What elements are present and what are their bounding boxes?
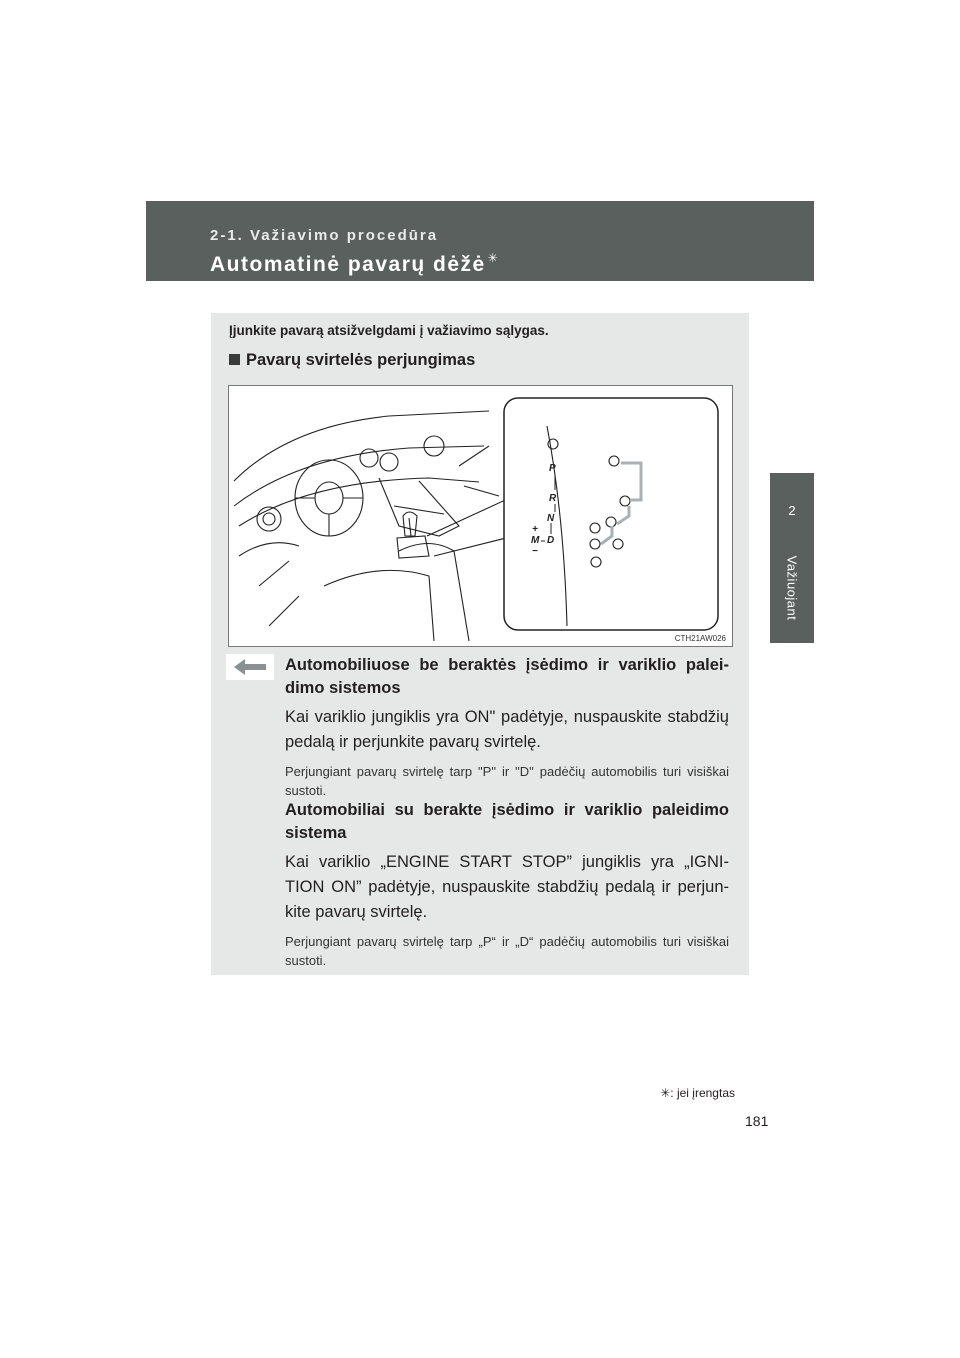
- page-number: 181: [745, 1113, 769, 1129]
- block-note: Perjungiant pavarų svirtelę tarp „P“ ir „D“ padėčių automobilis turi visiškai sustoti.: [285, 934, 729, 968]
- chapter-number: 2: [788, 503, 796, 518]
- page-title: [210, 251, 499, 277]
- subheading-text: Pavarų svirtelės perjungimas: [246, 351, 476, 369]
- block-keyless-off: [285, 654, 729, 800]
- subheading: [229, 351, 475, 370]
- chapter-tab: [770, 473, 814, 643]
- page-title-text: Automatinė pavarų dėžė: [210, 253, 486, 276]
- gear-p-label: P: [549, 463, 556, 474]
- optional-mark: ✳: [487, 251, 500, 265]
- gear-m-label: M: [531, 535, 540, 546]
- footnote: ✳: jei įrengtas: [660, 1086, 735, 1100]
- block-text: Kai variklio „ENGINE START STOP” jungiklis yra „IGNI-TION ON” padėtyje, nuspauskite stabdžių pedalą ir perjun-kite pavarų svirtelę.: [285, 853, 729, 921]
- block-keyless-on: [285, 799, 729, 970]
- block-note: Perjungiant pavarų svirtelę tarp "P" ir "D" padėčių automobilis turi visiškai sustoti.: [285, 764, 729, 798]
- section-header: [146, 201, 814, 281]
- chapter-label: Važiuojant: [784, 555, 800, 621]
- gear-r-label: R: [549, 493, 557, 504]
- block-title: Automobiliuose be beraktės įsėdimo ir variklio palei-dimo sistemos: [285, 656, 729, 697]
- block-title: Automobiliai su berakte įsėdimo ir variklio paleidimo sistema: [285, 801, 729, 842]
- content-panel: [211, 313, 749, 975]
- arrow-left-icon: [226, 654, 274, 680]
- gear-d-label: D: [547, 535, 555, 546]
- gear-plus-label: +: [532, 524, 538, 535]
- chapter-label-wrap: [779, 543, 805, 633]
- illustration-svg: [229, 386, 732, 646]
- gear-n-label: N: [547, 513, 555, 524]
- figure-code: CTH21AW026: [674, 634, 726, 643]
- gear-minus-label: −: [532, 546, 538, 557]
- block-text: Kai variklio jungiklis yra ON" padėtyje, nuspauskite stabdžių pedalą ir perjunkite pavarų svirtelę.: [285, 708, 729, 751]
- intro-text: Įjunkite pavarą atsižvelgdami į važiavimo sąlygas.: [229, 323, 549, 338]
- square-bullet-icon: [229, 354, 240, 365]
- section-label: 2-1. Važiavimo procedūra: [210, 227, 439, 244]
- shift-lever-illustration: [228, 385, 733, 647]
